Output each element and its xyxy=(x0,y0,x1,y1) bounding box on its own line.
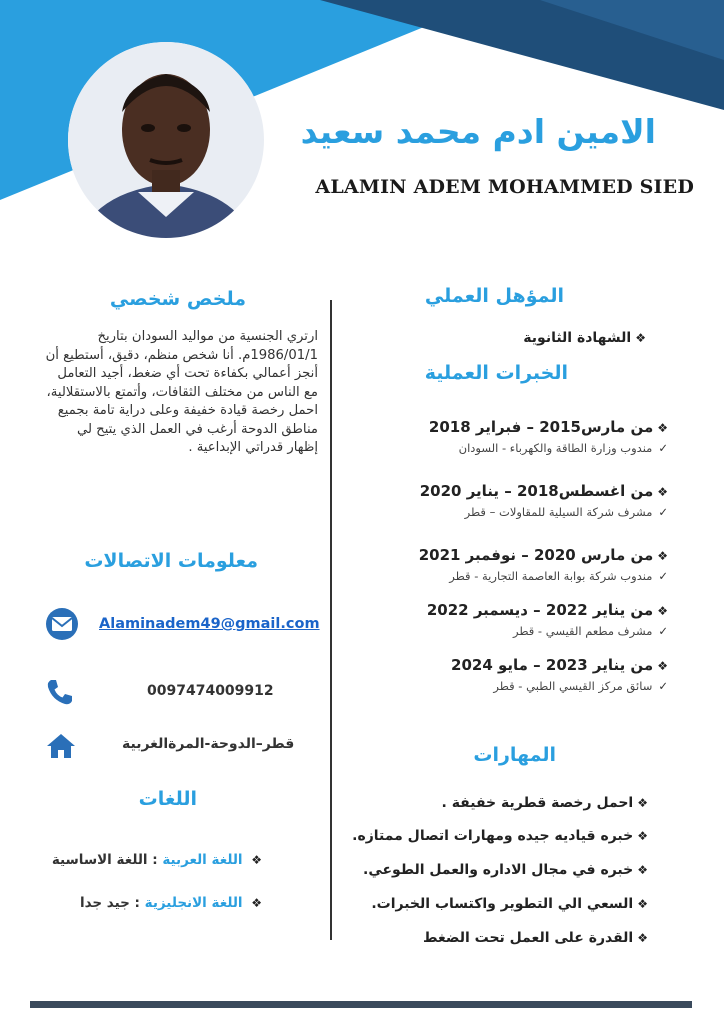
experience-date: من مارس 2020 – نوفمبر 2021 xyxy=(418,546,654,564)
skill-item xyxy=(352,828,648,844)
skill-text: القدرة على العمل تحت الضغط xyxy=(423,930,634,946)
skill-text: خبره في مجال الاداره والعمل الطوعي. xyxy=(363,862,634,878)
diamond-bullet-icon: ❖ xyxy=(657,659,668,673)
experience-desc: سائق مركز القيسي الطبي - قطر xyxy=(493,679,653,693)
diamond-bullet-icon: ❖ xyxy=(637,863,648,877)
check-icon: ✓ xyxy=(658,679,668,693)
phone-icon xyxy=(44,676,76,708)
language-item xyxy=(52,852,262,868)
avatar-illustration xyxy=(68,42,264,238)
summary-text xyxy=(30,328,318,458)
check-icon: ✓ xyxy=(658,505,668,519)
skill-item xyxy=(371,896,648,912)
summary-line: 1986/01/1م. أنا شخص منظم، دقيق، أستطيع أن xyxy=(45,347,318,363)
language-level: : جيد جدا xyxy=(79,895,145,911)
summary-line: ارتري الجنسية من مواليد السودان بتاريخ xyxy=(97,329,318,344)
experience-desc: مندوب وزارة الطاقة والكهرباء - السودان xyxy=(458,441,653,455)
experience-item xyxy=(338,418,668,455)
diamond-bullet-icon: ❖ xyxy=(635,331,646,345)
language-item xyxy=(80,895,262,911)
diamond-bullet-icon: ❖ xyxy=(637,829,648,843)
experience-date: من يناير 2023 – مايو 2024 xyxy=(451,656,654,674)
diamond-bullet-icon: ❖ xyxy=(637,931,648,945)
skill-item xyxy=(423,930,648,946)
summary-line: مناطق الدوحة أرغب في العمل الذي يتيح لي xyxy=(76,421,318,437)
diamond-bullet-icon: ❖ xyxy=(657,485,668,499)
phone-number: 0097474009912 xyxy=(147,683,274,699)
experience-item xyxy=(338,546,668,583)
contact-title: معلومات الاتصالات xyxy=(84,550,258,572)
experience-item xyxy=(338,482,668,519)
home-icon xyxy=(44,730,78,762)
skill-item xyxy=(363,862,648,878)
address-text: قطر–الدوحة-المرةالغربية xyxy=(122,736,295,752)
summary-line: احمل رخصة قيادة خفيفة وعلى دراية تامة بجميع xyxy=(57,403,318,418)
summary-line: إظهار قدراتي الإبداعية . xyxy=(188,440,318,455)
skills-title: المهارات xyxy=(473,744,556,766)
language-level: : اللغة الاساسية xyxy=(51,852,163,868)
email-link[interactable]: Alaminadem49@gmail.com xyxy=(99,616,320,632)
skill-text: احمل رخصة قطرية خفيفة . xyxy=(441,795,634,811)
check-icon: ✓ xyxy=(658,441,668,455)
languages-title: اللغات xyxy=(138,788,197,810)
experience-desc: مندوب شركة بوابة العاصمة التجارية - قطر xyxy=(449,569,653,583)
diamond-bullet-icon: ❖ xyxy=(657,549,668,563)
diamond-bullet-icon: ❖ xyxy=(637,897,648,911)
column-divider xyxy=(330,300,332,940)
experience-item xyxy=(338,601,668,638)
skill-text: السعي الي التطوير واكتساب الخبرات. xyxy=(371,896,634,912)
diamond-bullet-icon: ❖ xyxy=(657,604,668,618)
qualification-text: الشهادة الثانوية xyxy=(523,330,632,346)
language-name: اللغة العربية xyxy=(162,852,243,868)
footer-bar xyxy=(30,1001,692,1008)
diamond-bullet-icon: ❖ xyxy=(251,853,262,867)
diamond-bullet-icon: ❖ xyxy=(637,796,648,810)
language-name: اللغة الانجليزية xyxy=(144,895,243,911)
diamond-bullet-icon: ❖ xyxy=(657,421,668,435)
name-arabic: الامين ادم محمد سعيد xyxy=(300,112,656,151)
qualification-item xyxy=(523,330,646,346)
skill-item xyxy=(442,795,649,811)
experience-title: الخبرات العملية xyxy=(424,362,568,384)
summary-line: أنجز أعمالي بكفاءة تحت أي ضغط، أجيد التعامل xyxy=(57,366,318,381)
experience-date: من يناير 2022 – ديسمبر 2022 xyxy=(426,601,654,619)
check-icon: ✓ xyxy=(658,624,668,638)
skill-text: خبره قياديه جيده ومهارات اتصال ممتازه. xyxy=(352,828,634,844)
name-english: ALAMIN ADEM MOHAMMED SIED xyxy=(315,176,694,198)
experience-item xyxy=(338,656,668,693)
profile-photo xyxy=(68,42,264,238)
diamond-bullet-icon: ❖ xyxy=(251,896,262,910)
check-icon: ✓ xyxy=(658,569,668,583)
qualification-title: المؤهل العملي xyxy=(424,285,564,307)
summary-line: مع الناس من مختلف الثقافات، وأتمتع بالاستقلالية، xyxy=(46,384,318,400)
experience-desc: مشرف شركة السيلية للمقاولات – قطر xyxy=(464,505,653,519)
experience-date: من مارس2015 – فبراير 2018 xyxy=(428,418,654,436)
summary-title: ملخص شخصي xyxy=(109,288,246,310)
experience-desc: مشرف مطعم القيسي - قطر xyxy=(513,624,653,638)
experience-date: من اغسطس2018 – يناير 2020 xyxy=(419,482,654,500)
envelope-icon xyxy=(44,608,80,640)
